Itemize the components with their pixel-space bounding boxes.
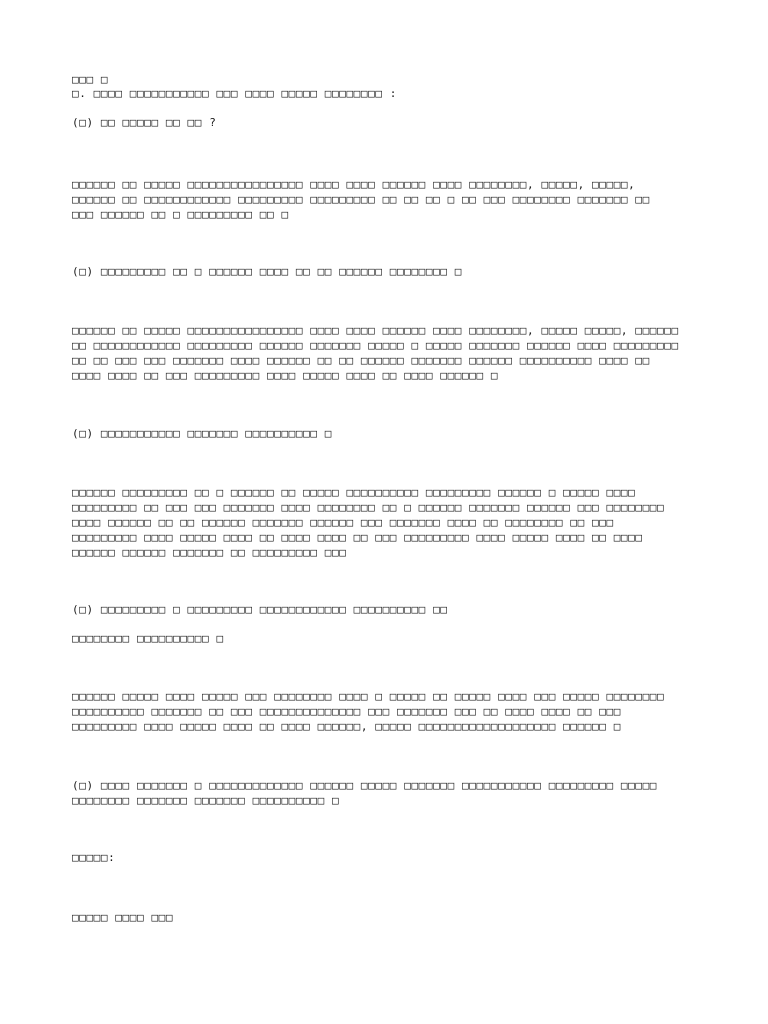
- section-2-heading: (□) □□□□□□□□□ □□ □ □□□□□□ □□□□ □□ □□ □□□□□□ □□□□□□□□ □: [72, 265, 463, 278]
- section-3-line-5: □□□□□□ □□□□□□ □□□□□□□ □□ □□□□□□□□□ □□□: [72, 546, 347, 559]
- section-1-line-3: □□□ □□□□□□ □□ □ □□□□□□□□□ □□ □: [72, 208, 289, 221]
- section-1-heading: (□) □□ □□□□□ □□ □□ ?: [72, 116, 217, 129]
- section-3-line-4: □□□□□□□□□ □□□□ □□□□□ □□□□ □□ □□□□ □□□□ □□ □□□ □□□□□□□□□ □□□□ □□□□□ □□□□ □□ □□□□: [72, 531, 643, 544]
- section-2-line-2: □□ □□□□□□□□□□□□ □□□□□□□□□ □□□□□□ □□□□□□□ □□□□□ □ □□□□□ □□□□□□□ □□□□□□ □□□□ □□□□□□□□□: [72, 339, 679, 352]
- question-label: □□□ □: [72, 73, 109, 86]
- signature: □□□□□ □□□□ □□□: [72, 911, 174, 924]
- section-1-line-1: □□□□□□ □□ □□□□□ □□□□□□□□□□□□□□□□ □□□□ □□□□ □□□□□□ □□□□ □□□□□□□□, □□□□□, □□□□□,: [72, 178, 636, 191]
- section-4-heading-cont: □□□□□□□□ □□□□□□□□□□ □: [72, 632, 224, 645]
- section-4-line-2: □□□□□□□□□□ □□□□□□□ □□ □□□ □□□□□□□□□□□□□□ □□□ □□□□□□□ □□□ □□ □□□□ □□□□ □□ □□□: [72, 705, 621, 718]
- section-2-line-3: □□ □□ □□□ □□□ □□□□□□□ □□□□ □□□□□□ □□ □□ □□□□□□ □□□□□□□ □□□□□□ □□□□□□□□□□ □□□□ □□: [72, 354, 650, 367]
- section-2-line-1: □□□□□□ □□ □□□□□ □□□□□□□□□□□□□□□□ □□□□ □□□□ □□□□□□ □□□□ □□□□□□□□, □□□□□ □□□□□, □□□□□□: [72, 324, 679, 337]
- section-3-line-1: □□□□□□ □□□□□□□□□ □□ □ □□□□□□ □□ □□□□□ □□□□□□□□□□ □□□□□□□□□ □□□□□□ □ □□□□□ □□□□: [72, 486, 636, 499]
- section-4-line-3: □□□□□□□□□ □□□□ □□□□□ □□□□ □□ □□□□ □□□□□□, □□□□□ □□□□□□□□□□□□□□□□□□□ □□□□□□ □: [72, 720, 621, 733]
- section-3-line-3: □□□□ □□□□□□ □□ □□ □□□□□□ □□□□□□□ □□□□□□ □□□ □□□□□□□ □□□□ □□ □□□□□□□□ □□ □□□: [72, 516, 614, 529]
- section-5-heading: (□) □□□□ □□□□□□□ □ □□□□□□□□□□□□□ □□□□□□ □□□□□ □□□□□□□ □□□□□□□□□□□ □□□□□□□□□ □□□□□: [72, 779, 658, 792]
- section-4-heading: (□) □□□□□□□□□ □ □□□□□□□□□ □□□□□□□□□□□□ □□□□□□□□□□ □□: [72, 603, 448, 616]
- section-5-heading-cont: □□□□□□□□ □□□□□□□ □□□□□□□ □□□□□□□□□□ □: [72, 794, 340, 807]
- section-2-line-4: □□□□ □□□□ □□ □□□ □□□□□□□□□ □□□□ □□□□□ □□□□ □□ □□□□ □□□□□□ □: [72, 369, 499, 382]
- section-3-heading: (□) □□□□□□□□□□□ □□□□□□□ □□□□□□□□□□ □: [72, 427, 333, 440]
- closing-label: □□□□□:: [72, 851, 116, 864]
- section-4-line-1: □□□□□□ □□□□□ □□□□ □□□□□ □□□ □□□□□□□□ □□□□ □ □□□□□ □□ □□□□□ □□□□ □□□ □□□□□ □□□□□□□□: [72, 690, 665, 703]
- section-1-line-2: □□□□□□ □□ □□□□□□□□□□□□ □□□□□□□□□ □□□□□□□□□ □□ □□ □□ □ □□ □□□ □□□□□□□□ □□□□□□□ □□: [72, 193, 650, 206]
- section-3-line-2: □□□□□□□□□ □□ □□□ □□□ □□□□□□□ □□□□ □□□□□□□□ □□ □ □□□□□□ □□□□□□□ □□□□□□ □□□ □□□□□□□□: [72, 501, 665, 514]
- question-title: □. □□□□ □□□□□□□□□□□ □□□ □□□□ □□□□□ □□□□□□□□ :: [72, 87, 398, 100]
